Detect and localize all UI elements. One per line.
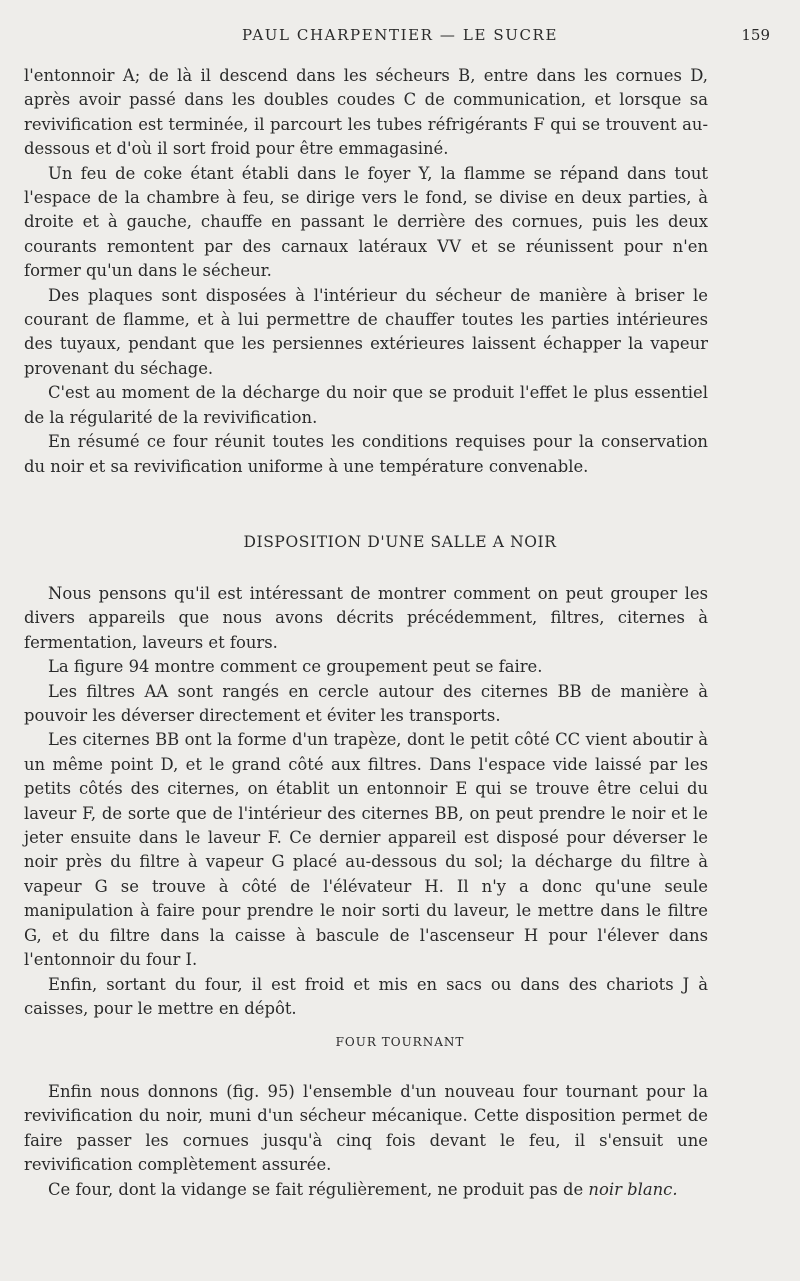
- text-block-oven: [24, 64, 708, 479]
- text-block-four-tournant: [24, 1080, 708, 1202]
- paragraph: Enfin, sortant du four, il est froid et mis en sacs ou dans des chariots J à caisses, pour le mettre en dépôt.: [24, 974, 708, 1018]
- paragraph: La figure 94 montre comment ce groupement peut se faire.: [48, 657, 543, 677]
- subsection-title: FOUR TOURNANT: [335, 1035, 465, 1049]
- paragraph: Des plaques sont disposées à l'intérieur du sécheur de manière à briser le courant de flamme, et à lui permettre de chauffer toutes les parties intérieures des tuyaux, pendant que les persiennes extérieures laissent échapper la vapeur provenant du séchage.: [24, 285, 708, 378]
- paragraph: C'est au moment de la décharge du noir que se produit l'effet le plus essentiel de la régularité de la revivification.: [24, 383, 708, 427]
- paragraph: En résumé ce four réunit toutes les conditions requises pour la conservation du noir et sa revivification uniforme à une température convenable.: [24, 432, 708, 476]
- paragraph: Les filtres AA sont rangés en cercle autour des citernes BB de manière à pouvoir les déverser directement et éviter les transports.: [24, 681, 708, 726]
- italic-term: noir blanc.: [588, 1179, 678, 1199]
- paragraph: Enfin nous donnons (fig. 95) l'ensemble d'un nouveau four tournant pour la revivification du noir, muni d'un sécheur mécanique. Cette disposition permet de faire passer les cornues jusqu'à cinq fois devant le feu, il s'ensuit une revivification complètement assurée.: [24, 1082, 708, 1175]
- paragraph: Un feu de coke étant établi dans le foyer Y, la flamme se répand dans tout l'espace de la chambre à feu, se dirige vers le fond, se divise en deux parties, à droite et à gauche, chauffe en passant le derrière des cornues, puis les deux courants remontent par des carnaux latéraux VV et se réunissent pour n'en former qu'un dans le sécheur.: [24, 163, 708, 281]
- text-block-disposition: [24, 582, 708, 1021]
- paragraph-last: [24, 1178, 708, 1202]
- paragraph-text: Ce four, dont la vidange se fait régulièrement, ne produit pas de: [48, 1179, 589, 1199]
- paragraph: Nous pensons qu'il est intéressant de montrer comment on peut grouper les divers appareils que nous avons décrits précédemment, filtres, citernes à fermentation, laveurs et fours.: [24, 584, 708, 652]
- paragraph: l'entonnoir A; de là il descend dans les sécheurs B, entre dans les cornues D, après avoir passé dans les doubles coudes C de communication, et lorsque sa revivification est terminée, il parcourt les tubes réfrigérants F qui se trouvent au-dessous et d'où il sort froid pour être emmagasiné.: [24, 66, 708, 159]
- section-title: DISPOSITION D'UNE SALLE A NOIR: [243, 533, 557, 551]
- page-number: 159: [741, 26, 770, 44]
- paragraph: Les citernes BB ont la forme d'un trapèze, dont le petit côté CC vient aboutir à un même point D, et le grand côté aux filtres. Dans l'espace vide laissé par les petits côtés des citernes, on établit un entonnoir E qui se trouve être celui du laveur F, de sorte que de l'intérieur des citernes BB, on peut prendre le noir et le jeter ensuite dans le laveur F. Ce dernier appareil est disposé pour déverser le noir près du filtre à vapeur G placé au-dessous du sol; la décharge du filtre à vapeur G se trouve à côté de l'élévateur H. Il n'y a donc qu'une seule manipulation à faire pour prendre le noir sorti du laveur, le mettre dans le filtre G, et du filtre dans la caisse à bascule de l'ascenseur H pour l'élever dans l'entonnoir du four I.: [24, 730, 708, 970]
- running-title: PAUL CHARPENTIER — LE SUCRE: [242, 26, 558, 44]
- running-header: [0, 26, 800, 48]
